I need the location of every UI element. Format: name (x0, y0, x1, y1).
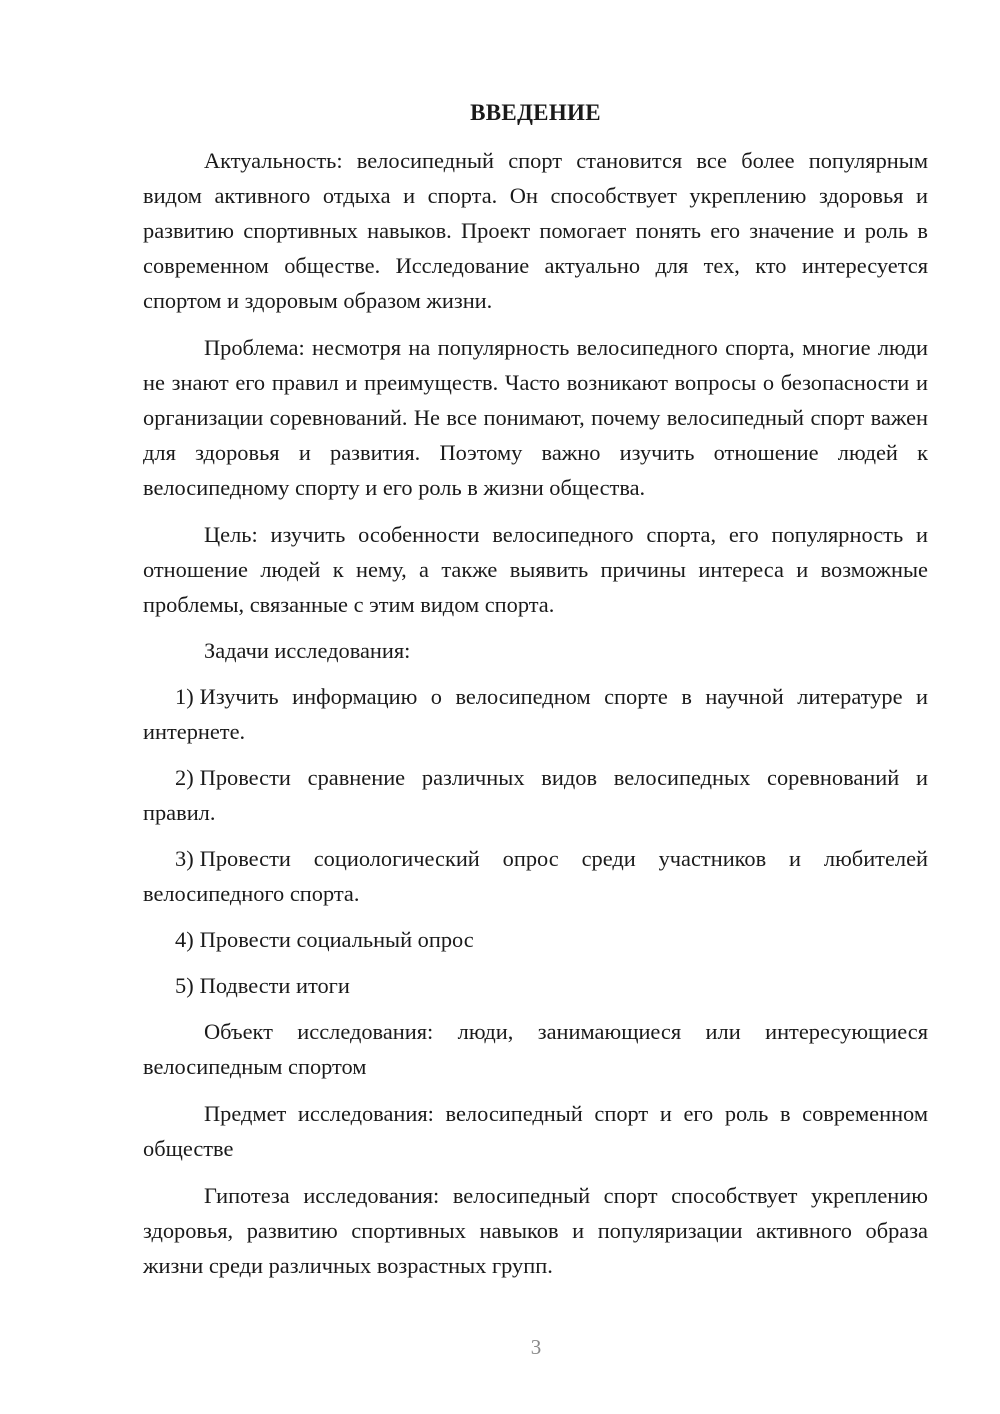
task-number: 2) (175, 765, 194, 790)
subject-paragraph: Предмет исследования: велосипедный спорт и его роль в современном обществе (143, 1101, 928, 1161)
relevance-paragraph: Актуальность: велосипедный спорт становится все более популярным видом активного отдыха и спорта. Он способствует укреплению здоровья и развитию спортивных навыков. Проект помогает понять его значение и роль в современном обществе. Исследование актуально для тех, кто интересуется спортом и здоровым образом жизни. (143, 148, 928, 313)
section-title: ВВЕДЕНИЕ (470, 100, 601, 125)
task-number: 5) (175, 973, 194, 998)
task-number: 1) (175, 684, 194, 709)
page-content (143, 95, 928, 1295)
page-number: 3 (530, 1335, 542, 1359)
task-text: Изучить информацию о велосипедном спорте в научной литературе и интернете. (143, 684, 928, 744)
task-item (143, 922, 928, 957)
task-text: Подвести итоги (199, 973, 350, 998)
tasks-label: Задачи исследования: (204, 638, 411, 663)
problem-paragraph: Проблема: несмотря на популярность велосипедного спорта, многие люди не знают его правил и преимуществ. Часто возникают вопросы о безопасности и организации соревнований. Не все понимают, почему велосипедный спорт важен для здоровья и развития. Поэтому важно изучить отношение людей к велосипедному спорту и его роль в жизни общества. (143, 335, 928, 500)
tasks-list (143, 679, 928, 1003)
task-number: 3) (175, 846, 194, 871)
goal-paragraph: Цель: изучить особенности велосипедного спорта, его популярность и отношение людей к нему, а также выявить причины интереса и возможные проблемы, связанные с этим видом спорта. (143, 522, 928, 617)
task-text: Провести социологический опрос среди участников и любителей велосипедного спорта. (143, 846, 928, 906)
object-paragraph: Объект исследования: люди, занимающиеся или интересующиеся велосипедным спортом (143, 1019, 928, 1079)
task-item (143, 760, 928, 830)
task-number: 4) (175, 927, 194, 952)
task-text: Провести социальный опрос (199, 927, 474, 952)
task-item (143, 841, 928, 911)
hypothesis-paragraph: Гипотеза исследования: велосипедный спорт способствует укреплению здоровья, развитию спортивных навыков и популяризации активного образа жизни среди различных возрастных групп. (143, 1183, 928, 1278)
task-text: Провести сравнение различных видов велосипедных соревнований и правил. (143, 765, 928, 825)
task-item (143, 679, 928, 749)
task-item (143, 968, 928, 1003)
